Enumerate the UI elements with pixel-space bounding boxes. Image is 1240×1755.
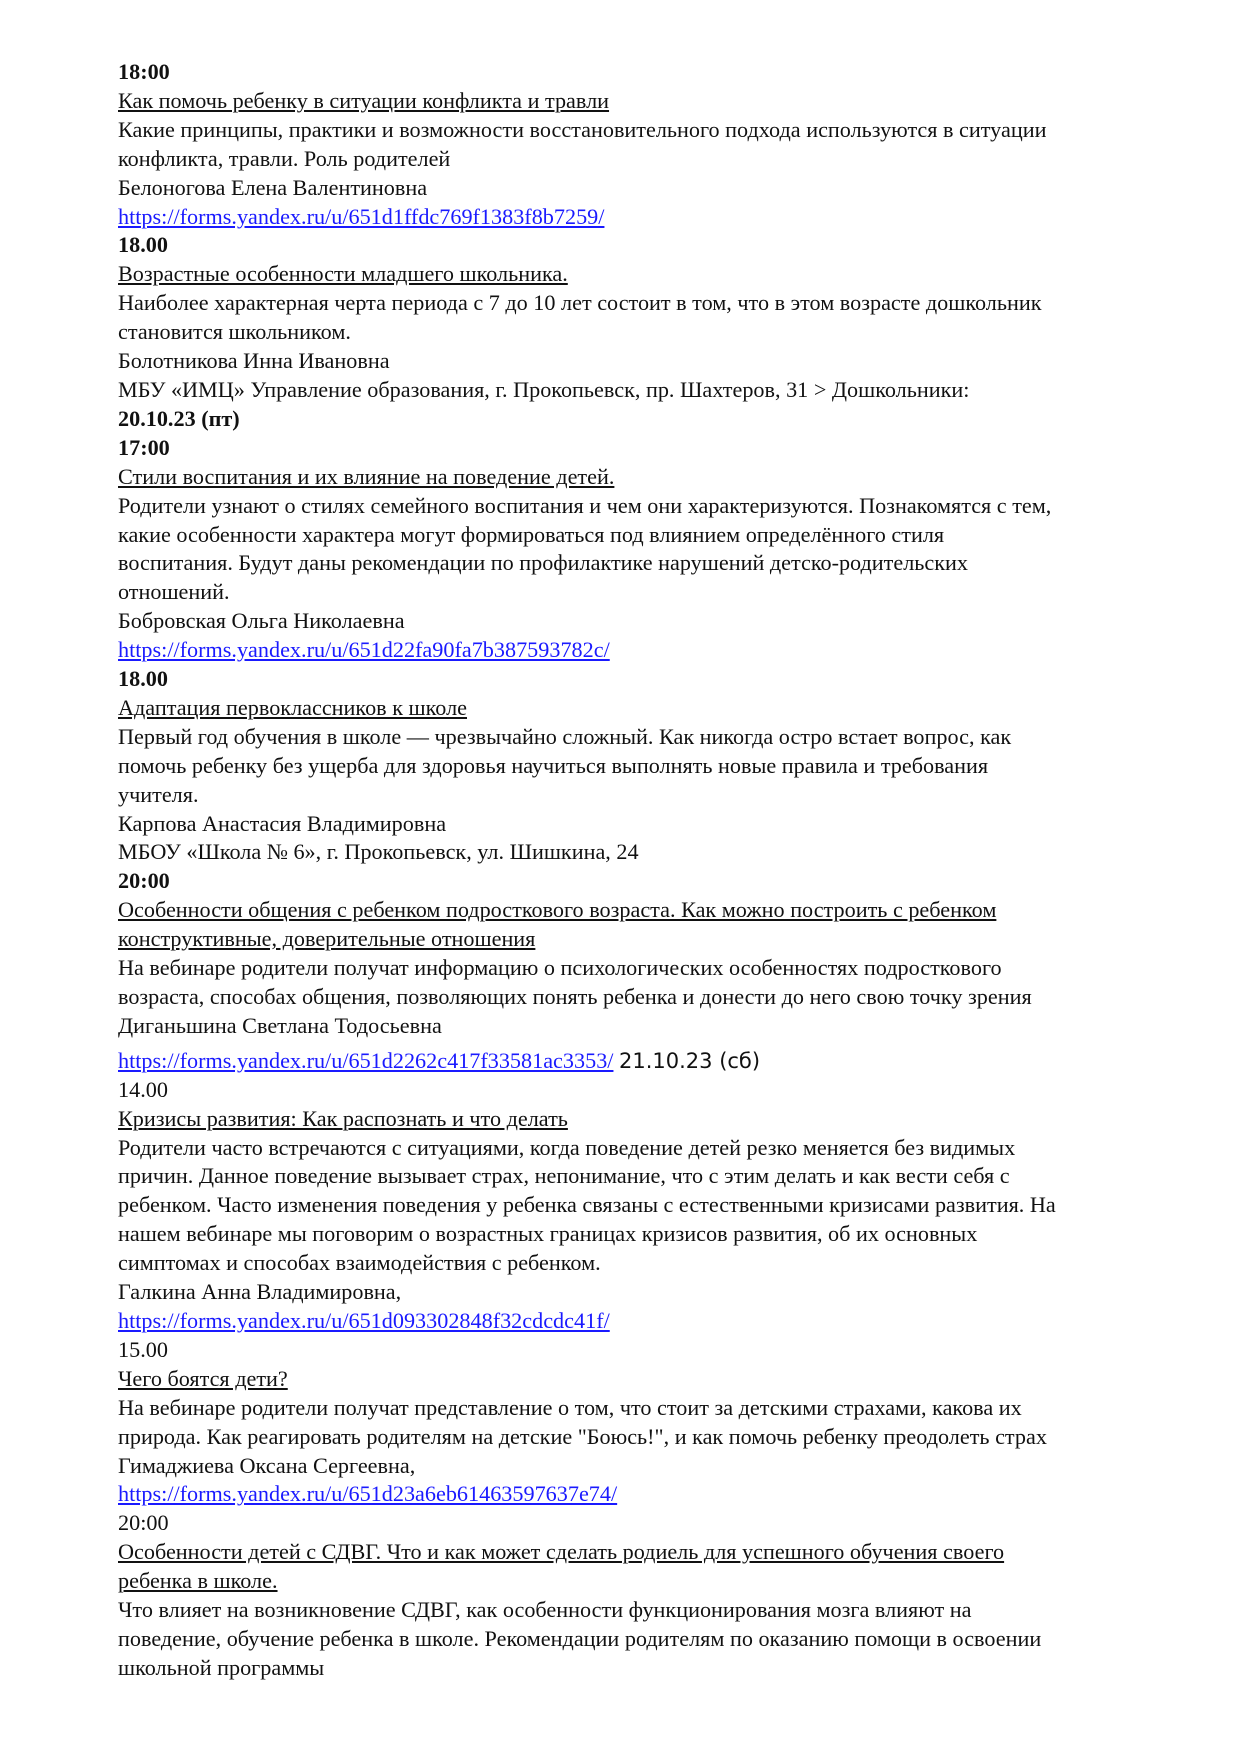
- event-presenter: Белоногова Елена Валентиновна: [118, 174, 428, 200]
- event-time: 14.00: [118, 1076, 168, 1102]
- registration-link[interactable]: https://forms.yandex.ru/u/651d22fa90fa7b387593782c/: [118, 637, 610, 663]
- event-presenter: Галкина Анна Владимировна,: [118, 1279, 402, 1305]
- event-description: нашем вебинаре мы поговорим о возрастных границах кризисов развития, об их основных: [118, 1221, 978, 1247]
- event-description: На вебинаре родители получат представление о том, что стоит за детскими страхами, какова их: [118, 1394, 1022, 1420]
- event-title: Адаптация первоклассников к школе: [118, 694, 467, 720]
- event-description: воспитания. Будут даны рекомендации по профилактике нарушений детско-родительских: [118, 550, 969, 576]
- registration-link[interactable]: https://forms.yandex.ru/u/651d2262c417f33581ac3353/: [118, 1047, 614, 1073]
- event-presenter: Бобровская Ольга Николаевна: [118, 608, 405, 634]
- event-description: природа. Как реагировать родителям на детские "Боюсь!", и как помочь ребенку преодолеть страх: [118, 1423, 1047, 1449]
- event-title: Возрастные особенности младшего школьника.: [118, 261, 568, 287]
- registration-link[interactable]: https://forms.yandex.ru/u/651d1ffdc769f1383f8b7259/: [118, 203, 605, 229]
- event-time: 15.00: [118, 1336, 168, 1362]
- event-location: МБУ «ИМЦ» Управление образования, г. Прокопьевск, пр. Шахтеров, 31 > Дошкольники:: [118, 376, 970, 402]
- event-date: 20.10.23 (пт): [118, 405, 240, 431]
- event-presenter: Болотникова Инна Ивановна: [118, 348, 390, 374]
- event-description: Наиболее характерная черта периода с 7 до 10 лет состоит в том, что в этом возрасте дошкольник: [118, 290, 1042, 316]
- event-title: Как помочь ребенку в ситуации конфликта и травли: [118, 87, 610, 113]
- event-description: Родители узнают о стилях семейного воспитания и чем они характеризуются. Познакомятся с тем,: [118, 492, 1052, 518]
- event-time: 18.00: [118, 666, 168, 692]
- event-description: Первый год обучения в школе — чрезвычайно сложный. Как никогда остро встает вопрос, как: [118, 723, 1012, 749]
- event-description: конфликта, травли. Роль родителей: [118, 145, 451, 171]
- event-description: учителя.: [118, 781, 199, 807]
- event-description: школьной программы: [118, 1654, 325, 1680]
- event-title: Чего боятся дети?: [118, 1365, 288, 1391]
- event-location: МБОУ «Школа № 6», г. Прокопьевск, ул. Шишкина, 24: [118, 839, 639, 865]
- event-description: ребенком. Часто изменения поведения у ребенка связаны с естественными кризисами развития. На: [118, 1192, 1056, 1218]
- event-presenter: Гимаджиева Оксана Сергеевна,: [118, 1452, 416, 1478]
- event-title: конструктивные, доверительные отношения: [118, 926, 536, 952]
- event-description: возраста, способах общения, позволяющих понять ребенка и донести до него свою точку зрения: [118, 984, 1032, 1009]
- event-title: ребенка в школе.: [118, 1568, 278, 1594]
- event-time: 20:00: [118, 868, 170, 894]
- registration-link[interactable]: https://forms.yandex.ru/u/651d23a6eb61463597637e74/: [118, 1481, 618, 1507]
- event-description: становится школьником.: [118, 319, 351, 345]
- event-description: поведение, обучение ребенка в школе. Рекомендации родителям по оказанию помощи в освоении: [118, 1625, 1042, 1651]
- event-description: симптомах и способах взаимодействия с ребенком.: [118, 1250, 601, 1276]
- document-page: [118, 58, 1198, 1683]
- event-description: какие особенности характера могут формироваться под влиянием определённого стиля: [118, 521, 945, 547]
- event-title: Кризисы развития: Как распознать и что делать: [118, 1105, 568, 1131]
- event-description: Родители часто встречаются с ситуациями, когда поведение детей резко меняется без видимых: [118, 1134, 1016, 1160]
- event-time: 20:00: [118, 1510, 169, 1536]
- event-description: На вебинаре родители получат информацию о психологических особенностях подросткового: [118, 955, 1002, 981]
- event-time: 17:00: [118, 434, 170, 460]
- event-description: причин. Данное поведение вызывает страх, непонимание, что с этим делать и как вести себя с: [118, 1163, 1010, 1189]
- event-title: Стили воспитания и их влияние на поведение детей.: [118, 463, 615, 489]
- registration-link[interactable]: https://forms.yandex.ru/u/651d093302848f32cdcdc41f/: [118, 1307, 610, 1333]
- event-presenter: Карпова Анастасия Владимировна: [118, 810, 447, 836]
- event-time: 18:00: [118, 59, 170, 84]
- event-time: 18.00: [118, 232, 168, 258]
- event-title: Особенности общения с ребенком подросткового возраста. Как можно построить с ребенком: [118, 897, 997, 923]
- event-title: Особенности детей с СДВГ. Что и как может сделать родиель для успешного обучения своего: [118, 1539, 1005, 1565]
- event-description: помочь ребенку без ущерба для здоровья научиться выполнять новые правила и требования: [118, 752, 989, 778]
- event-description: отношений.: [118, 579, 230, 605]
- event-description: Что влияет на возникновение СДВГ, как особенности функционирования мозга влияют на: [118, 1597, 972, 1623]
- event-description: Какие принципы, практики и возможности восстановительного подхода используются в ситуации: [118, 116, 1047, 142]
- next-day-date: 21.10.23 (сб): [619, 1048, 761, 1073]
- event-presenter: Диганьшина Светлана Тодосьевна: [118, 1012, 442, 1038]
